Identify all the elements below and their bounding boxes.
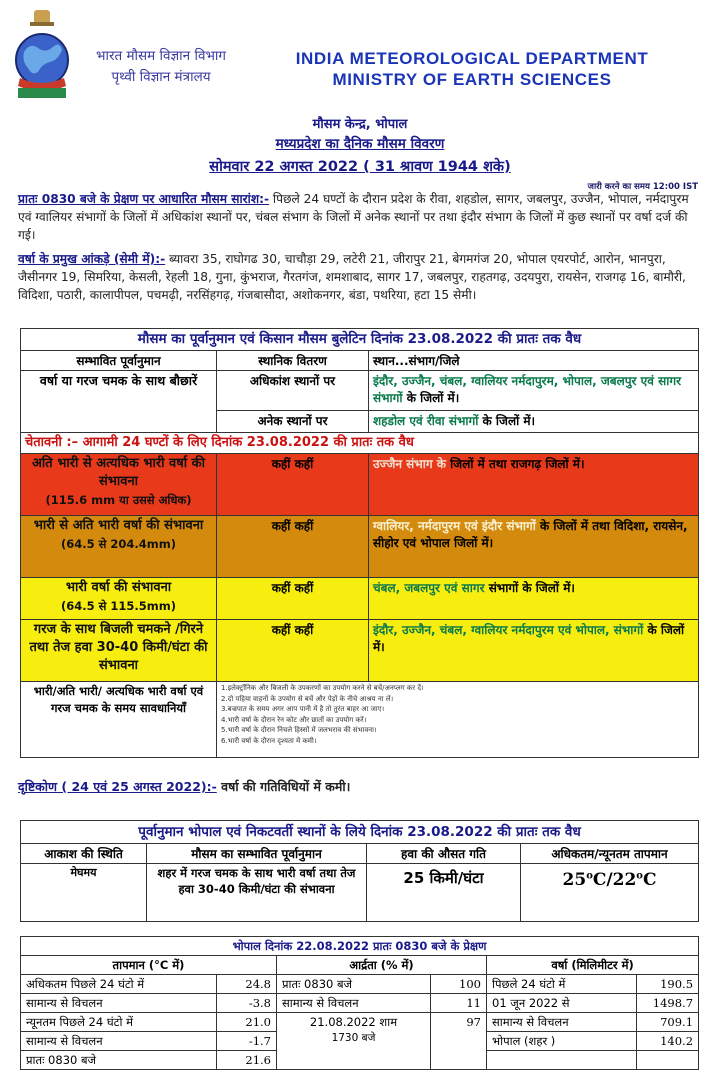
rainfall-group-header: वर्षा (मिलिमीटर में)	[487, 956, 699, 975]
bhopal-forecast-title: पूर्वानुमान भोपाल एवं निकटवर्ती स्थानों के लिये दिनांक 23.08.2022 की प्रातः तक वैध	[21, 821, 699, 844]
temp-min: 22	[612, 870, 637, 890]
rain-empty-cell	[487, 1051, 637, 1070]
rain-row-value: 140.2	[637, 1032, 699, 1051]
centre-name: मौसम केन्द्र, भोपाल	[312, 117, 408, 132]
precautions-row	[21, 682, 699, 758]
warning-label-cell	[21, 454, 217, 516]
temperature-range: 25$^o$C/22$^o$C	[521, 864, 699, 922]
temp-row-label: सामान्य से विचलन	[21, 994, 217, 1013]
warning-distribution: कहीं कहीं	[217, 516, 369, 578]
forecast-row-label: वर्षा या गरज चमक के साथ बौछारें	[21, 371, 217, 433]
warning-distribution: कहीं कहीं	[217, 578, 369, 620]
hum-row-value: 97	[431, 1013, 487, 1070]
forecast-r1-places: इंदौर, उज्जैन, चंबल, ग्वालियर नर्मदापुरम, भोपाल, जबलपुर एवं सागर संभागों	[373, 374, 682, 405]
temperature-header: अधिकतम/न्यूनतम तापमान	[521, 844, 699, 864]
sky-condition: मेघमय	[21, 864, 147, 922]
temp-row-value: -3.8	[217, 994, 277, 1013]
rain-row-value: 709.1	[637, 1013, 699, 1032]
warning-places-cell	[369, 578, 699, 620]
warning-row-heavy	[21, 578, 699, 620]
warning-range: (64.5 से 115.5mm)	[60, 599, 176, 613]
warning-distribution: कहीं कहीं	[217, 454, 369, 516]
forecast-r1-distribution: अधिकांश स्थानों पर	[217, 371, 369, 411]
precaution-item: 4.भारी वर्षा के दौरान रेन कोट और छातों का उपयोग करें।	[221, 715, 367, 724]
warning-suffix: जिलों में तथा राजगढ़ जिलों में।	[446, 457, 585, 471]
warning-places: चंबल, जबलपुर एवं सागर	[373, 581, 485, 595]
temp-row-label: प्रातः 0830 बजे	[21, 1051, 217, 1070]
rainfall-text: ब्यावरा 35, राघोगढ 30, चाचौड़ा 29, लटेरी 21, जीरापुर 21, बेगमगंज 20, भोपाल एयरपोर्ट, आरोन, भानपुरा, जैसीनगर 19, सिमरिया, केसली, रेहली 18, गुना, कुंभराज, गैरतगंज, शमशाबाद, सागर 17, जबलपुर, राहतगढ़, उदयपुरा, रायसेन, राजगढ़ 16, बामौरी, विदिशा, पठारी, कालापीपल, पचमढ़ी, नरसिंहगढ़, गंजबासौदा, अशोकनगर, बंडा, पथरिया, हटा 15 सेमी।	[18, 252, 686, 302]
temp-row-value: 21.6	[217, 1051, 277, 1070]
org-english-line-1: INDIA METEOROLOGICAL DEPARTMENT	[295, 49, 649, 68]
forecast-r2-places: शहडोल एवं रीवा संभागों	[373, 414, 479, 428]
issue-time: जारी करने का समय 12:00 IST	[587, 182, 698, 192]
temp-row-label: अधिकतम पिछले 24 घंटो में	[21, 975, 217, 994]
summary-lead: प्रातः 0830 बजे के प्रेक्षण पर आधारित मौसम सारांश:-	[18, 192, 270, 206]
forecast-r2-places-cell	[369, 411, 699, 433]
warning-suffix: के जिलों में।	[373, 623, 685, 654]
rainfall-figures	[18, 250, 702, 304]
hum-row-label: सामान्य से विचलन	[277, 994, 431, 1013]
warning-title: चेतावनी :– आगामी 24 घण्टों के लिए दिनांक 23.08.2022 की प्रातः तक वैध	[21, 433, 699, 454]
report-date: सोमवार 22 अगस्त 2022 ( 31 श्रावण 1944 शके)	[209, 159, 511, 175]
imd-emblem-icon	[10, 8, 74, 104]
outlook	[18, 778, 702, 796]
forecast-warning-table	[20, 328, 699, 758]
summary-text: पिछले 24 घण्टों के दौरान प्रदेश के रीवा, शहडोल, सागर, जबलपुर, उज्जैन, भोपाल, नर्मदापुरम एवं ग्वालियर संभागों के जिलों में अधिकांश स्थानों पर, चंबल संभाग के जिलों में अनेक स्थानों पर तथा इंदौर संभाग के जिलों में कुछ स्थानों पर वर्षा दर्ज की गई।	[18, 192, 689, 242]
temp-unit: C	[592, 870, 607, 890]
warning-label: अति भारी से अत्यधिक भारी वर्षा की संभावना	[31, 456, 206, 489]
weather-forecast: शहर में गरज चमक के साथ भारी वर्षा तथा तेज हवा 30-40 किमी/घंटा की संभावना	[147, 864, 367, 922]
outlook-lead: दृष्टिकोण ( 24 एवं 25 अगस्त 2022):-	[18, 779, 217, 794]
warning-label: भारी से अति भारी वर्षा की संभावना	[33, 518, 204, 533]
rain-empty-cell	[637, 1051, 699, 1070]
temp-max: 25	[562, 870, 587, 890]
wind-header: हवा की औसत गति	[367, 844, 521, 864]
distribution-col-header: स्थानिक वितरण	[217, 351, 369, 371]
warning-label-cell	[21, 620, 217, 682]
precaution-list	[217, 682, 699, 758]
hum-row-label: 21.08.2022 शाम	[309, 1015, 398, 1029]
hum-row-value: 11	[431, 994, 487, 1013]
weather-header: मौसम का सम्भावित पूर्वानुमान	[147, 844, 367, 864]
warning-label-cell	[21, 516, 217, 578]
warning-row-extreme	[21, 454, 699, 516]
warning-places: ग्वालियर, नर्मदापुरम एवं इंदौर संभागों	[373, 519, 536, 533]
precaution-item: 6.भारी वर्षा के दौरान दृश्यता में कमी।	[221, 736, 317, 745]
warning-row-very-heavy	[21, 516, 699, 578]
org-hindi-line-1: भारत मौसम विज्ञान विभाग	[95, 48, 227, 64]
org-name-english	[262, 48, 682, 90]
precaution-item: 1.इलेक्ट्रॉनिक और बिजली के उपकरणों का उपयोग करने से बचें/अनप्लग कर दें।	[221, 684, 424, 692]
warning-row-thunderstorm	[21, 620, 699, 682]
warning-range: (64.5 से 204.4mm)	[60, 537, 176, 551]
weather-summary	[18, 190, 702, 244]
humidity-group-header: आर्द्रता (% में)	[277, 956, 487, 975]
temp-row-value: -1.7	[217, 1032, 277, 1051]
forecast-table-title: मौसम का पूर्वानुमान एवं किसान मौसम बुलेटिन दिनांक 23.08.2022 की प्रातः तक वैध	[21, 329, 699, 351]
precaution-label: भारी/अति भारी/ अत्यधिक भारी वर्षा एवं गरज चमक के समय सावधानियॉं	[21, 682, 217, 758]
bhopal-observations-table	[20, 936, 699, 1070]
forecast-r1-suffix: के जिलों में।	[402, 391, 460, 405]
warning-range: (115.6 mm या उससे अधिक)	[45, 493, 192, 507]
hum-row-label-cell	[277, 1013, 431, 1070]
hum-row-label: प्रातः 0830 बजे	[277, 975, 431, 994]
rain-row-label: सामान्य से विचलन	[487, 1013, 637, 1032]
warning-label: भारी वर्षा की संभावना	[65, 580, 172, 595]
wind-speed: 25 किमी/घंटा	[367, 864, 521, 922]
warning-places-cell	[369, 516, 699, 578]
rain-row-label: पिछले 24 घंटो में	[487, 975, 637, 994]
rain-row-label: भोपाल (शहर )	[487, 1032, 637, 1051]
warning-places-cell	[369, 454, 699, 516]
precaution-item: 3.बज्रपात के समय अगर आप पानी में है तो तुरंत बाहर आ जाए।	[221, 705, 385, 713]
temp-row-label: सामान्य से विचलन	[21, 1032, 217, 1051]
forecast-r2-suffix: के जिलों में।	[478, 414, 536, 428]
forecast-r1-places-cell	[369, 371, 699, 411]
temp-separator: /	[606, 870, 613, 890]
temp-unit: C	[642, 870, 657, 890]
temperature-group-header: तापमान (°C में)	[21, 956, 277, 975]
observations-title: भोपाल दिनांक 22.08.2022 प्रातः 0830 बजे के प्रेक्षण	[21, 937, 699, 956]
warning-places-cell	[369, 620, 699, 682]
outlook-text: वर्षा की गतिविधियों में कमी।	[216, 779, 351, 794]
rain-row-label: 01 जून 2022 से	[487, 994, 637, 1013]
hum-row-label-2: 1730 बजे	[331, 1032, 376, 1044]
temp-row-label: न्यूनतम पिछले 24 घंटो में	[21, 1013, 217, 1032]
org-name-hindi	[86, 46, 236, 88]
precaution-item: 5.भारी वर्षा के दौरान निचले हिस्सों में जलभराव की संभावना।	[221, 726, 377, 734]
org-english-line-2: MINISTRY OF EARTH SCIENCES	[332, 70, 612, 89]
org-hindi-line-2: पृथ्वी विज्ञान मंत्रालय	[111, 69, 211, 85]
warning-places: इंदौर, उज्जैन, चंबल, ग्वालियर नर्मदापुरम एवं भोपाल, संभागों	[373, 623, 644, 637]
warning-label-cell	[21, 578, 217, 620]
temp-row-value: 21.0	[217, 1013, 277, 1032]
rainfall-lead: वर्षा के प्रमुख आंकड़े (सेमी में):-	[18, 252, 166, 266]
places-col-header: स्थान...संभाग/जिले	[369, 351, 699, 371]
hum-row-value: 100	[431, 975, 487, 994]
report-title: मध्यप्रदेश का दैनिक मौसम विवरण	[275, 136, 445, 152]
forecast-r2-distribution: अनेक स्थानों पर	[217, 411, 369, 433]
rain-row-value: 190.5	[637, 975, 699, 994]
warning-suffix: संभागों के जिलों में।	[484, 581, 575, 595]
bhopal-forecast-table	[20, 820, 699, 922]
warning-distribution: कहीं कहीं	[217, 620, 369, 682]
warning-suffix: के जिलों में तथा विदिशा, रायसेन, सीहोर एवं भोपाल जिलों में।	[373, 519, 688, 550]
forecast-col-header: सम्भावित पूर्वानुमान	[21, 351, 217, 371]
precaution-item: 2.दो पहिया वाहनों के उपयोग से बचें और पेड़ों के नीचे आश्रय ना लें।	[221, 694, 394, 703]
temp-row-value: 24.8	[217, 975, 277, 994]
sky-header: आकाश की स्थिति	[21, 844, 147, 864]
warning-places: उज्जैन संभाग के	[373, 457, 446, 471]
warning-label: गरज के साथ बिजली चमकने /गिरने तथा तेज हवा 30-40 किमी/घंटा की संभावना	[29, 622, 208, 673]
rain-row-value: 1498.7	[637, 994, 699, 1013]
